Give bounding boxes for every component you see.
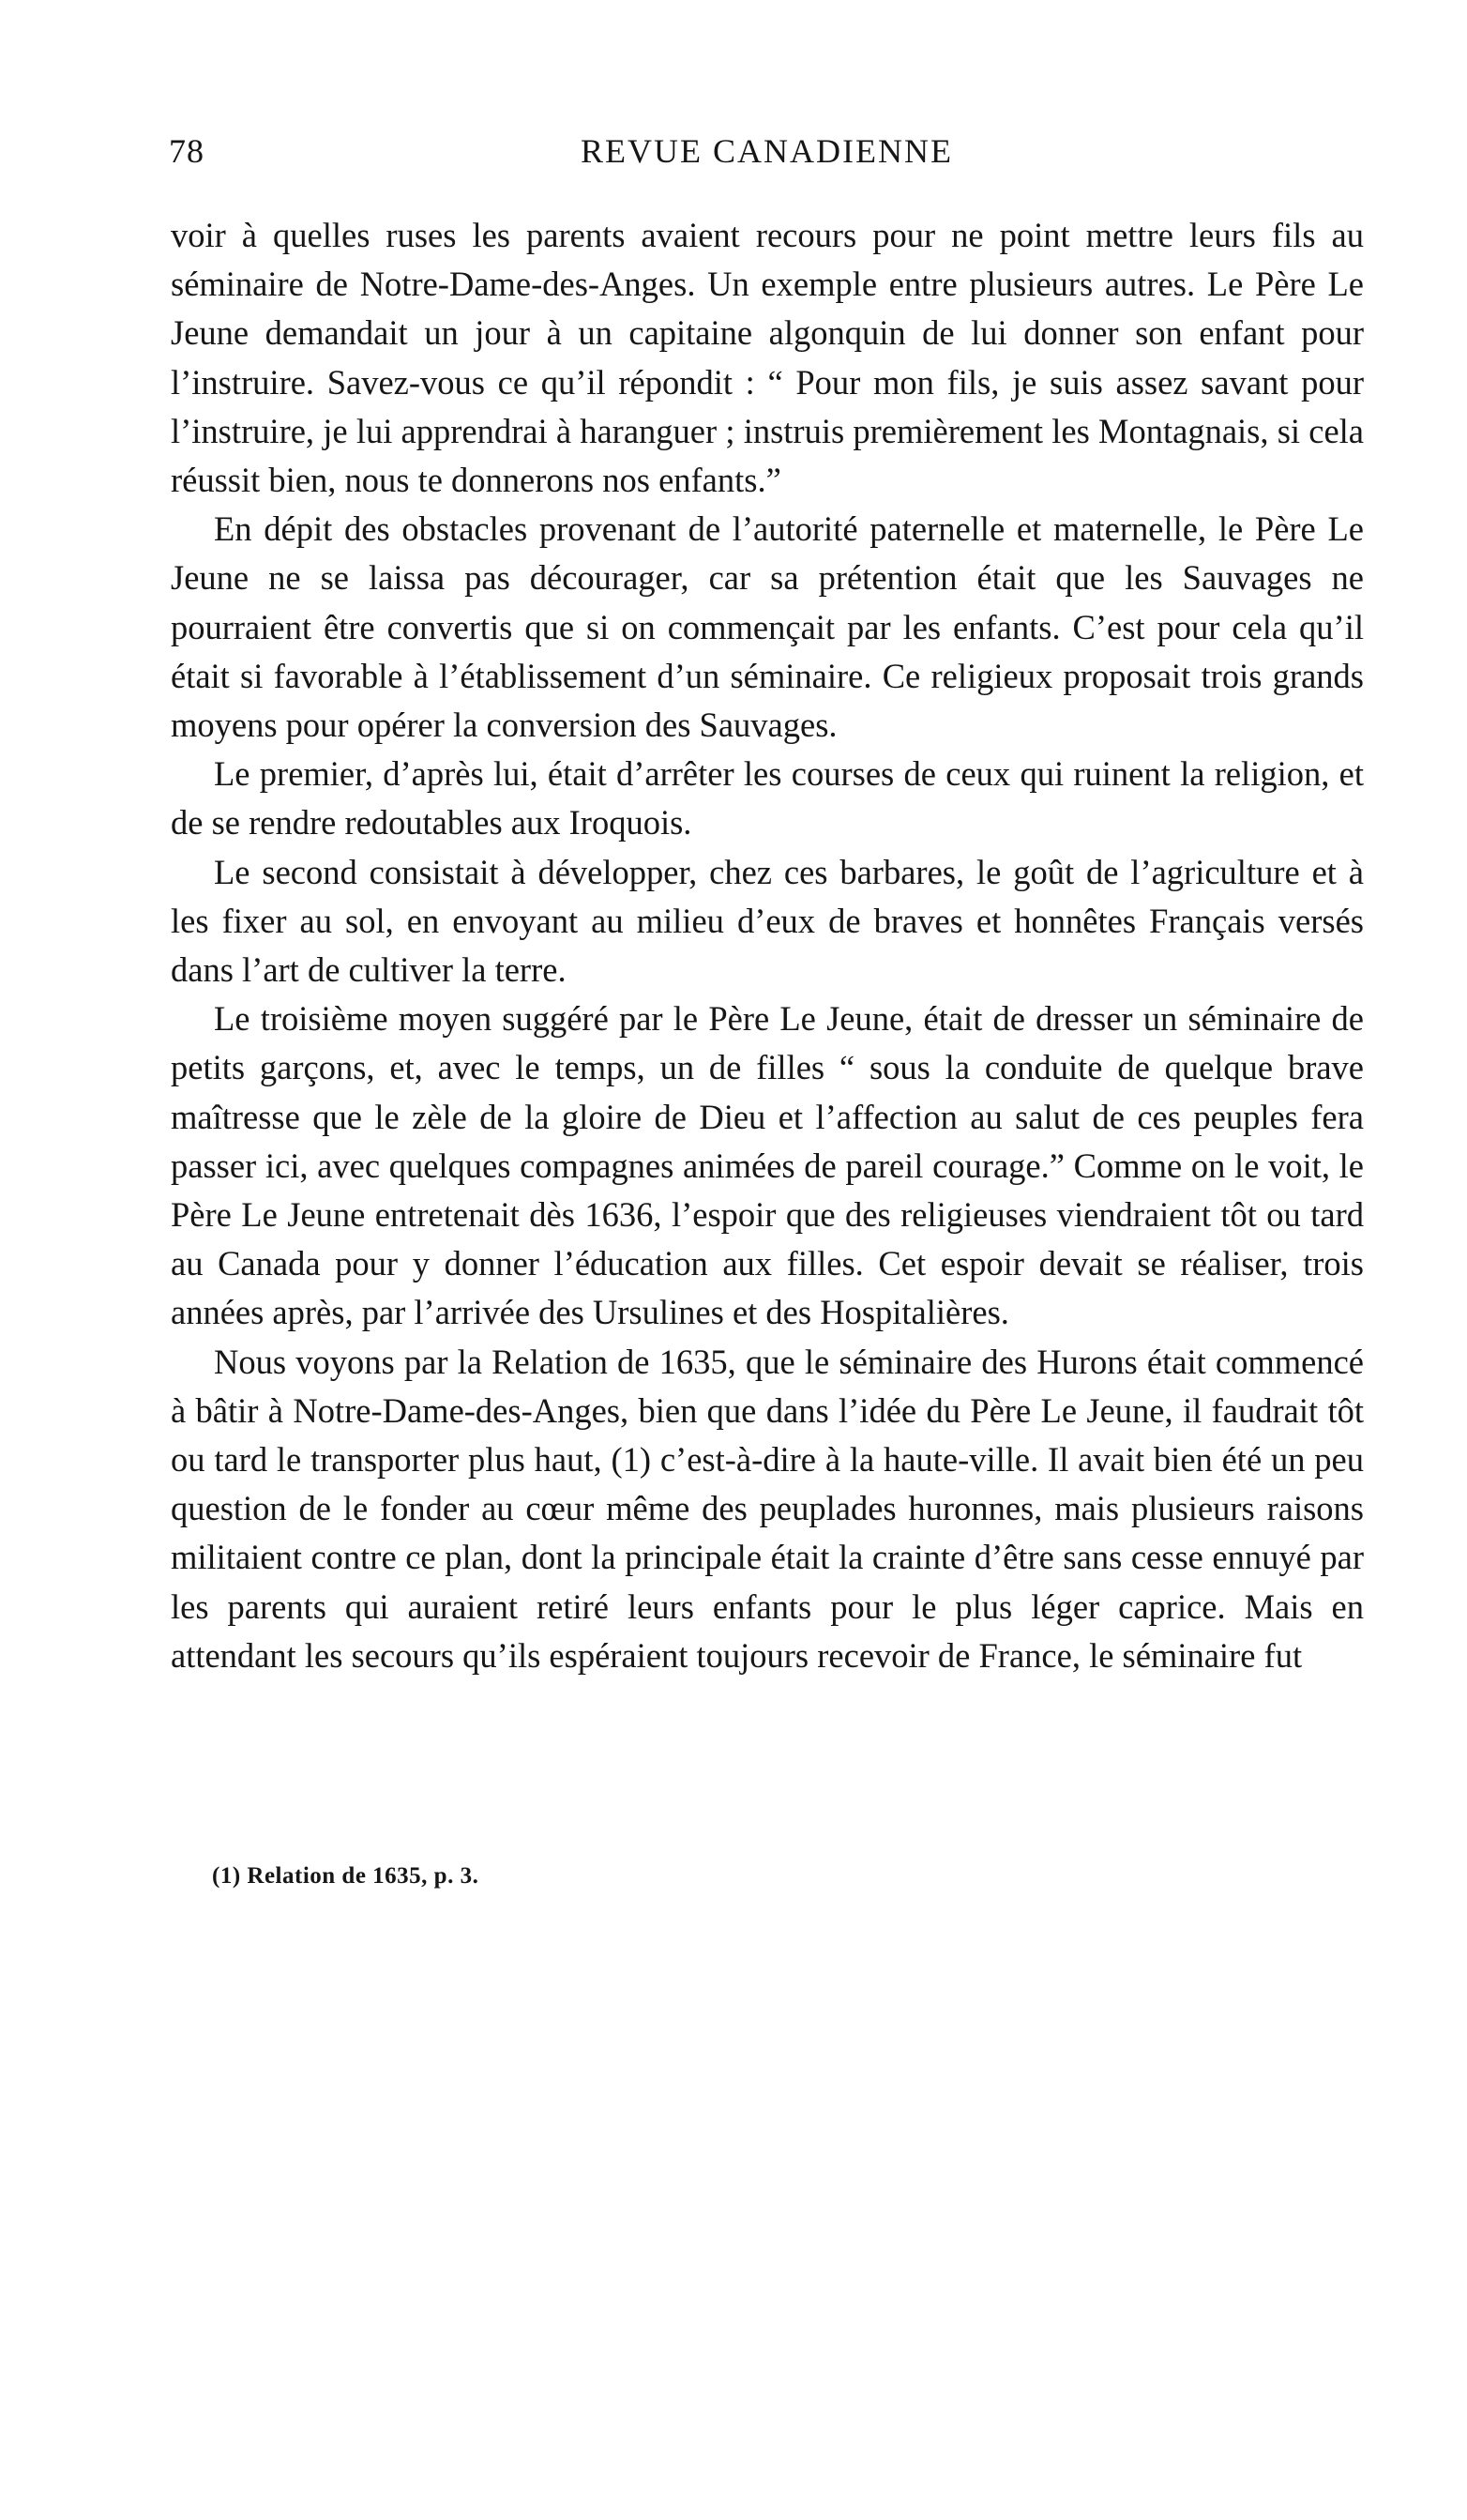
paragraph: Le troisième moyen suggéré par le Père Le Jeune, était de dresser un séminaire de petits garçons, et, avec le temps, un de filles “ sous la conduite de quelque brave maîtresse que le zèle de la gloire de Dieu et l’affection au salut de ces peuples fera passer ici, avec quelques compagnes animées de pareil courage.” Comme on le voit, le Père Le Jeune entretenait dès 1636, l’espoir que des religieuses viendraient tôt ou tard au Canada pour y donner l’éducation aux filles. Cet espoir devait se réaliser, trois années après, par l’arrivée des Ursulines et des Hospitalières. [171, 999, 1364, 1332]
body-text [171, 211, 1364, 1680]
paragraph: voir à quelles ruses les parents avaient recours pour ne point mettre leurs fils au séminaire de Notre-Dame-des-Anges. Un exemple entre plusieurs autres. Le Père Le Jeune demandait un jour à un capitaine algonquin de lui donner son enfant pour l’instruire. Savez-vous ce qu’il répondit : “ Pour mon fils, je suis assez savant pour l’instruire, je lui apprendrai à haranguer ; instruis premièrement les Montagnais, si cela réussit bien, nous te donnerons nos enfants.” [171, 216, 1364, 500]
paragraph: En dépit des obstacles provenant de l’autorité paternelle et maternelle, le Père Le Jeune ne se laissa pas décourager, car sa prétention était que les Sauvages ne pourraient être convertis que si on commençait par les enfants. C’est pour cela qu’il était si favorable à l’établissement d’un séminaire. Ce religieux proposait trois grands moyens pour opérer la conversion des Sauvages. [171, 509, 1364, 745]
running-title: REVUE CANADIENNE [581, 132, 953, 170]
paragraph: Le second consistait à développer, chez ces barbares, le goût de l’agriculture et à les fixer au sol, en envoyant au milieu d’eux de braves et honnêtes Français versés dans l’art de cultiver la terre. [171, 852, 1364, 990]
page-number: 78 [169, 132, 204, 170]
paragraph: Le premier, d’après lui, était d’arrêter les courses de ceux qui ruinent la religion, et de se rendre redoutables aux Iroquois. [171, 754, 1364, 843]
footnote: (1) Relation de 1635, p. 3. [212, 1863, 479, 1889]
paragraph: Nous voyons par la Relation de 1635, que le séminaire des Hurons était commencé à bâtir à Notre-Dame-des-Anges, bien que dans l’idée du Père Le Jeune, il faudrait tôt ou tard le transporter plus haut, (1) c’est-à-dire à la haute-ville. Il avait bien été un peu question de le fonder au cœur même des peuplades huronnes, mais plusieurs raisons militaient contre ce plan, dont la principale était la crainte d’être sans cesse ennuyé par les parents qui auraient retiré leurs enfants pour le plus léger caprice. Mais en attendant les secours qu’ils espéraient toujours recevoir de France, le séminaire fut [171, 1342, 1364, 1675]
page-header [169, 131, 1365, 178]
